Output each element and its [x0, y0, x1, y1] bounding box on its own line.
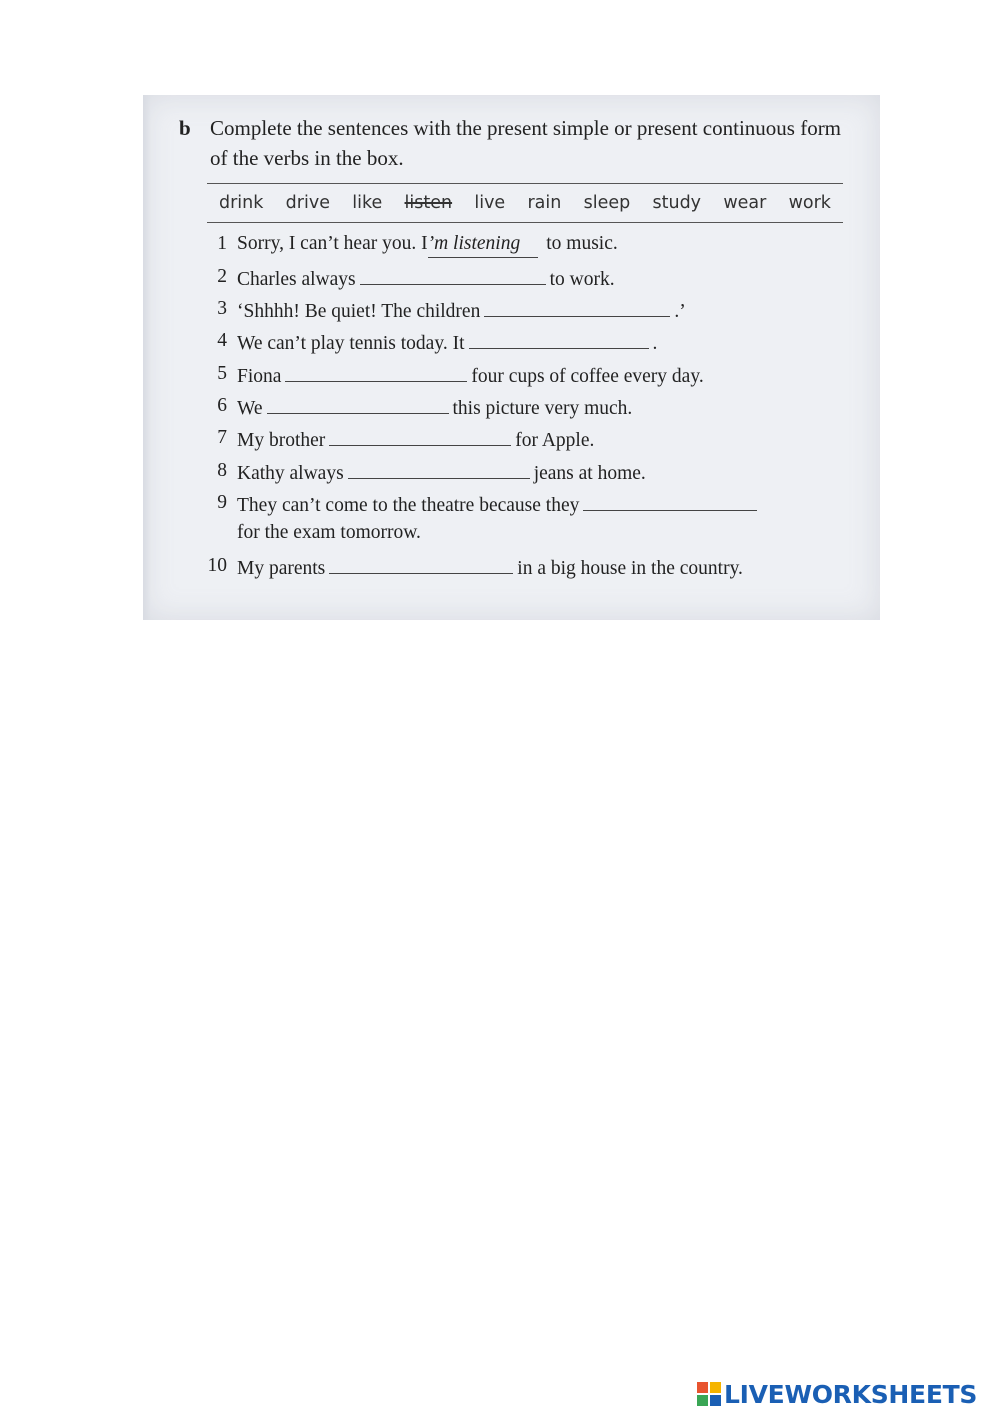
verb-listen: listen [404, 193, 453, 213]
sentence-list [143, 95, 880, 620]
sentence-text: Charles always [237, 269, 356, 290]
sentence-text: for Apple. [515, 430, 595, 451]
sentence-text: My brother [237, 430, 326, 451]
verb-work: work [788, 193, 831, 213]
sentence-text: this picture very much. [452, 398, 633, 419]
verb-drink: drink [219, 193, 264, 213]
sentence-number: 8 [217, 460, 227, 481]
answer-blank[interactable] [484, 296, 670, 317]
verb-live: live [474, 193, 506, 213]
sentence-text: to work. [549, 269, 615, 290]
sentence-text: Kathy always [237, 463, 344, 484]
sentence-text: They can’t come to the theatre because they [237, 495, 580, 516]
verb-sleep: sleep [583, 193, 631, 213]
sentence-text: We [237, 398, 263, 419]
answer-blank[interactable] [583, 490, 757, 511]
sentence-text: to music. [546, 233, 618, 254]
liveworksheets-logo[interactable] [697, 1380, 977, 1408]
sentence-number: 6 [217, 395, 227, 416]
liveworksheets-brand: LIVEWORKSHEETS [724, 1379, 978, 1409]
sentence-number: 10 [207, 555, 227, 576]
sentence-number: 1 [217, 233, 227, 254]
sentence-number: 3 [217, 298, 227, 319]
logo-square [710, 1382, 721, 1393]
answer-blank[interactable] [267, 393, 449, 414]
answer-blank[interactable] [469, 328, 649, 349]
logo-square [710, 1395, 721, 1406]
sentence-text: .’ [674, 301, 686, 322]
logo-square [697, 1395, 708, 1406]
verb-study: study [652, 193, 702, 213]
example-answer: ’m listening [428, 231, 539, 258]
verb-wear: wear [723, 193, 767, 213]
sentence-text: Sorry, I can’t hear you. I [237, 233, 428, 254]
textbook-scan [143, 95, 880, 620]
sentence-text: four cups of coffee every day. [471, 366, 704, 387]
sentence-text: . [652, 333, 658, 354]
sentence-text: for the exam tomorrow. [237, 522, 421, 543]
verb-like: like [352, 193, 383, 213]
exercise-letter: b [179, 116, 191, 140]
sentence-text: jeans at home. [533, 463, 646, 484]
answer-blank[interactable] [329, 553, 513, 574]
answer-blank[interactable] [360, 264, 546, 285]
verb-drive: drive [285, 193, 330, 213]
sentence-number: 4 [217, 330, 227, 351]
sentence-number: 2 [217, 266, 227, 287]
answer-blank[interactable] [348, 458, 530, 479]
sentence-text: Fiona [237, 366, 282, 387]
sentence-text: in a big house in the country. [517, 558, 743, 579]
logo-square [697, 1382, 708, 1393]
liveworksheets-logo-icon [697, 1382, 721, 1406]
sentence-number: 5 [217, 363, 227, 384]
exercise-instruction: Complete the sentences with the present simple or present continuous form of the verbs in the box. [210, 116, 842, 170]
answer-blank[interactable] [285, 361, 467, 382]
sentence-number: 9 [217, 492, 227, 513]
answer-blank[interactable] [329, 425, 511, 446]
sentence-text: We can’t play tennis today. It [237, 333, 465, 354]
sentence-text: ‘Shhhh! Be quiet! The children [237, 301, 481, 322]
verb-rain: rain [527, 193, 562, 213]
sentence-text: My parents [237, 558, 326, 579]
sentence-number: 7 [217, 427, 227, 448]
